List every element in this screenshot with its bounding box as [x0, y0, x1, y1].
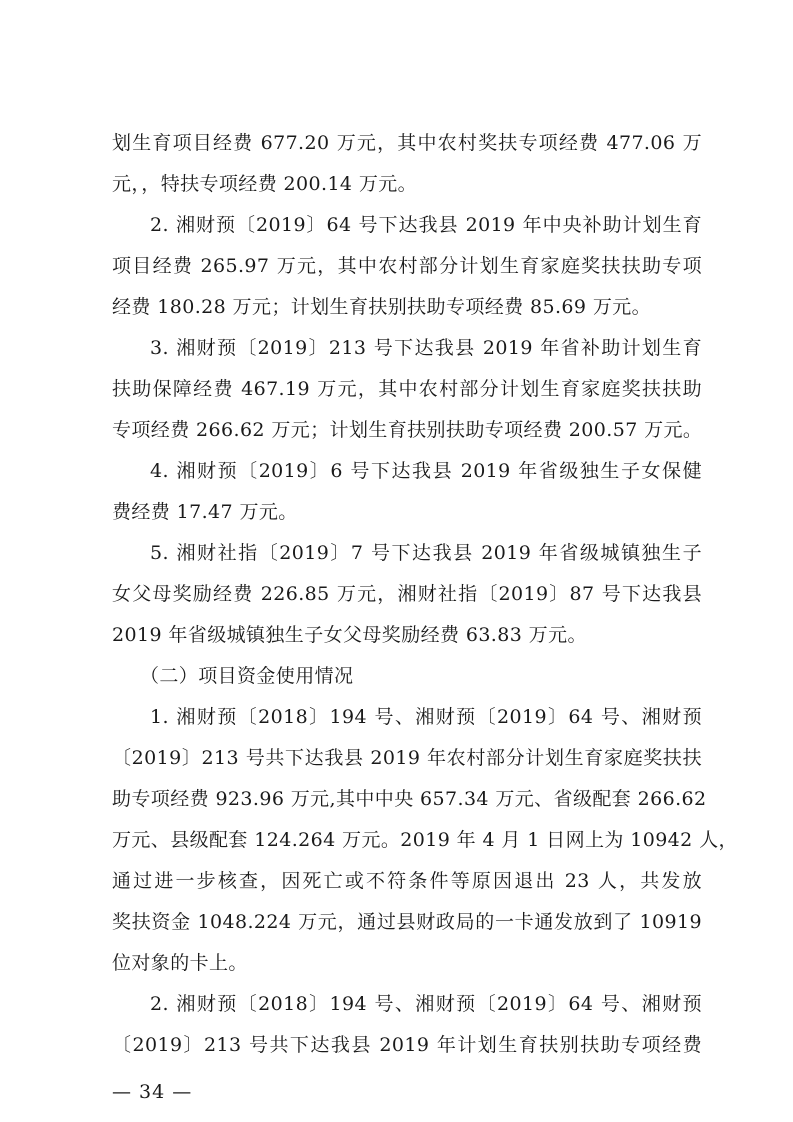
- text-line-1: 划生育项目经费 677.20 万元，其中农村奖扶专项经费 477.06 万: [112, 132, 702, 154]
- text-line-7: 扶助保障经费 467.19 万元，其中农村部分计划生育家庭奖扶扶助: [112, 378, 702, 400]
- text-line-17: 助专项经费 923.96 万元,其中中央 657.34 万元、省级配套 266.62: [112, 788, 707, 810]
- text-line-18: 万元、县级配套 124.264 万元。2019 年 4 月 1 日网上为 10942 人，: [112, 829, 738, 851]
- text-line-9: 4. 湘财预〔2019〕6 号下达我县 2019 年省级独生子女保健: [150, 460, 702, 482]
- text-line-6: 3. 湘财预〔2019〕213 号下达我县 2019 年省补助计划生育: [150, 337, 702, 359]
- section-heading: （二）项目资金使用情况: [140, 665, 354, 687]
- text-line-10: 费经费 17.47 万元。: [112, 501, 298, 523]
- text-line-3: 2. 湘财预〔2019〕64 号下达我县 2019 年中央补助计划生育: [150, 214, 702, 236]
- text-line-2: 元，，特扶专项经费 200.14 万元。: [112, 173, 418, 195]
- text-line-21: 位对象的卡上。: [112, 952, 248, 974]
- text-line-8: 专项经费 266.62 万元；计划生育扶别扶助专项经费 200.57 万元。: [112, 419, 703, 441]
- text-line-4: 项目经费 265.97 万元，其中农村部分计划生育家庭奖扶扶助专项: [112, 255, 702, 277]
- text-line-19: 通过进一步核查，因死亡或不符条件等原因退出 23 人，共发放: [112, 870, 702, 892]
- text-line-13: 2019 年省级城镇独生子女父母奖励经费 63.83 万元。: [112, 624, 587, 646]
- text-line-16: 〔2019〕213 号共下达我县 2019 年农村部分计划生育家庭奖扶扶: [112, 747, 702, 769]
- text-line-20: 奖扶资金 1048.224 万元，通过县财政局的一卡通发放到了 10919: [112, 911, 702, 933]
- text-line-22: 2. 湘财预〔2018〕194 号、湘财预〔2019〕64 号、湘财预: [150, 993, 702, 1015]
- text-line-11: 5. 湘财社指〔2019〕7 号下达我县 2019 年省级城镇独生子: [150, 542, 702, 564]
- text-line-12: 女父母奖励经费 226.85 万元，湘财社指〔2019〕87 号下达我县: [112, 583, 702, 605]
- text-line-5: 经费 180.28 万元；计划生育扶别扶助专项经费 85.69 万元。: [112, 296, 652, 318]
- text-line-23: 〔2019〕213 号共下达我县 2019 年计划生育扶别扶助专项经费: [112, 1034, 702, 1056]
- text-line-15: 1. 湘财预〔2018〕194 号、湘财预〔2019〕64 号、湘财预: [150, 706, 702, 728]
- page-number: — 34 —: [112, 1081, 193, 1103]
